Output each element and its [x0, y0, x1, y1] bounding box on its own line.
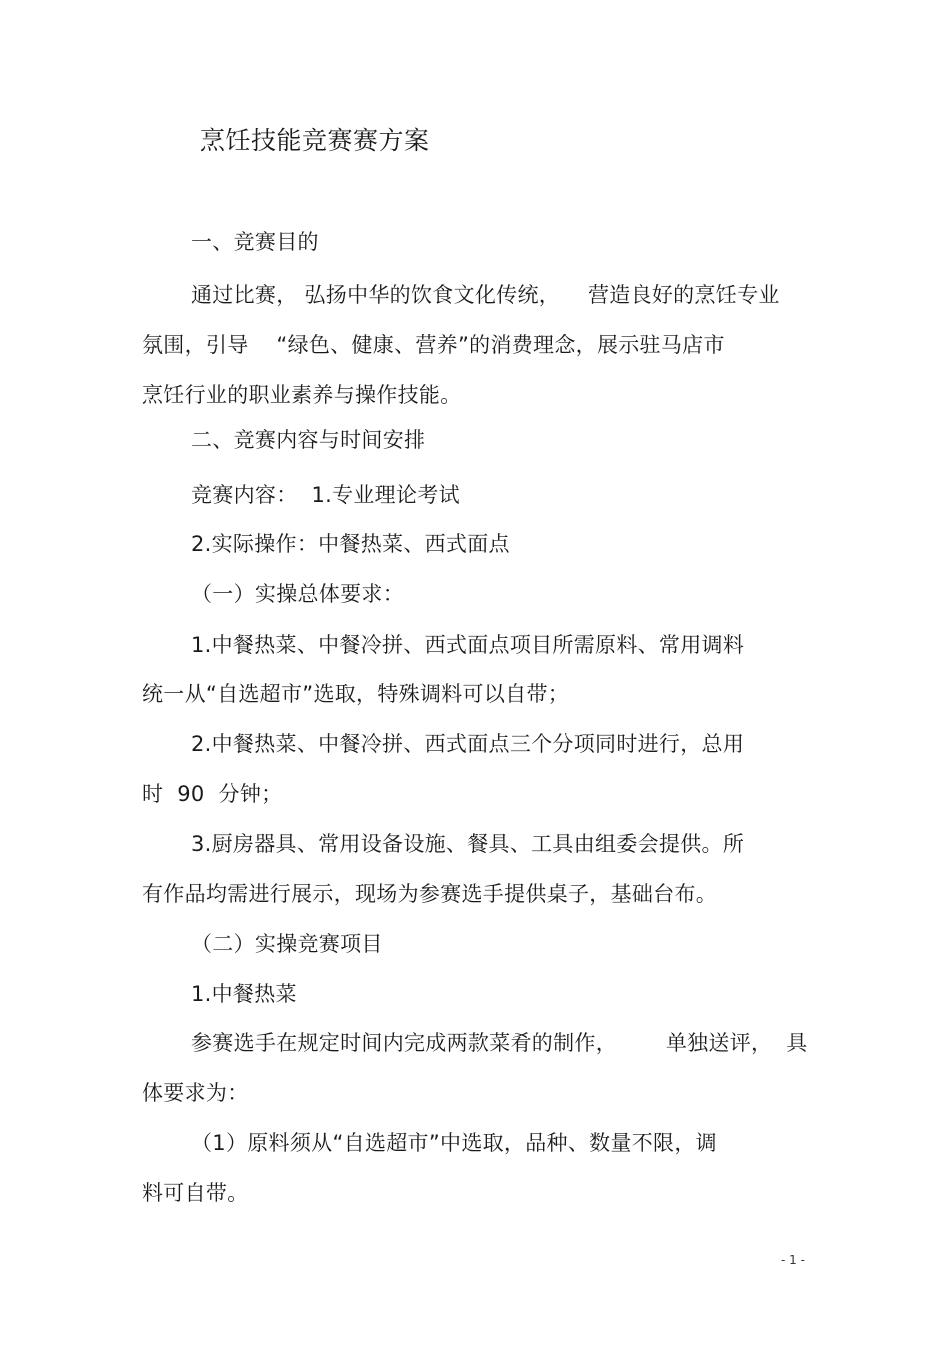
paragraph-line: 2.实际操作：中餐热菜、西式面点 — [191, 532, 510, 556]
paragraph-line: 氛围，引导 “绿色、健康、营养”的消费理念，展示驻马店市 — [142, 333, 725, 357]
subsection-heading: （一）实操总体要求： — [191, 582, 404, 606]
paragraph-line: 3.厨房器具、常用设备设施、餐具、工具由组委会提供。所 — [191, 832, 745, 856]
paragraph-line: 统一从“自选超市”选取，特殊调料可以自带； — [142, 682, 570, 706]
section-heading: 一、竞赛目的 — [191, 230, 319, 254]
section-heading: 二、竞赛内容与时间安排 — [191, 428, 426, 452]
paragraph-line: （1）原料须从“自选超市”中选取，品种、数量不限，调 — [191, 1131, 717, 1155]
paragraph-line: 烹饪行业的职业素养与操作技能。 — [142, 383, 462, 407]
paragraph-line: 2.中餐热菜、中餐冷拼、西式面点三个分项同时进行，总用 — [191, 732, 745, 756]
paragraph-line: 1.中餐热菜、中餐冷拼、西式面点项目所需原料、常用调料 — [191, 633, 745, 657]
paragraph-line: 通过比赛， 弘扬中华的饮食文化传统， 营造良好的烹饪专业 — [191, 283, 780, 307]
paragraph-line: 料可自带。 — [142, 1181, 249, 1205]
paragraph-line: 时 90 分钟； — [142, 782, 283, 806]
page-number: - 1 - — [781, 1253, 805, 1267]
paragraph-line: 体要求为： — [142, 1081, 249, 1105]
paragraph-line: 有作品均需进行展示，现场为参赛选手提供桌子，基础台布。 — [142, 882, 718, 906]
paragraph-line: 参赛选手在规定时间内完成两款菜肴的制作， 单独送评， 具 — [191, 1031, 808, 1055]
item-heading: 1.中餐热菜 — [191, 982, 297, 1006]
subsection-heading: （二）实操竞赛项目 — [191, 932, 383, 956]
document-title: 烹饪技能竞赛赛方案 — [200, 126, 430, 155]
paragraph-line: 竞赛内容： 1.专业理论考试 — [191, 483, 460, 507]
